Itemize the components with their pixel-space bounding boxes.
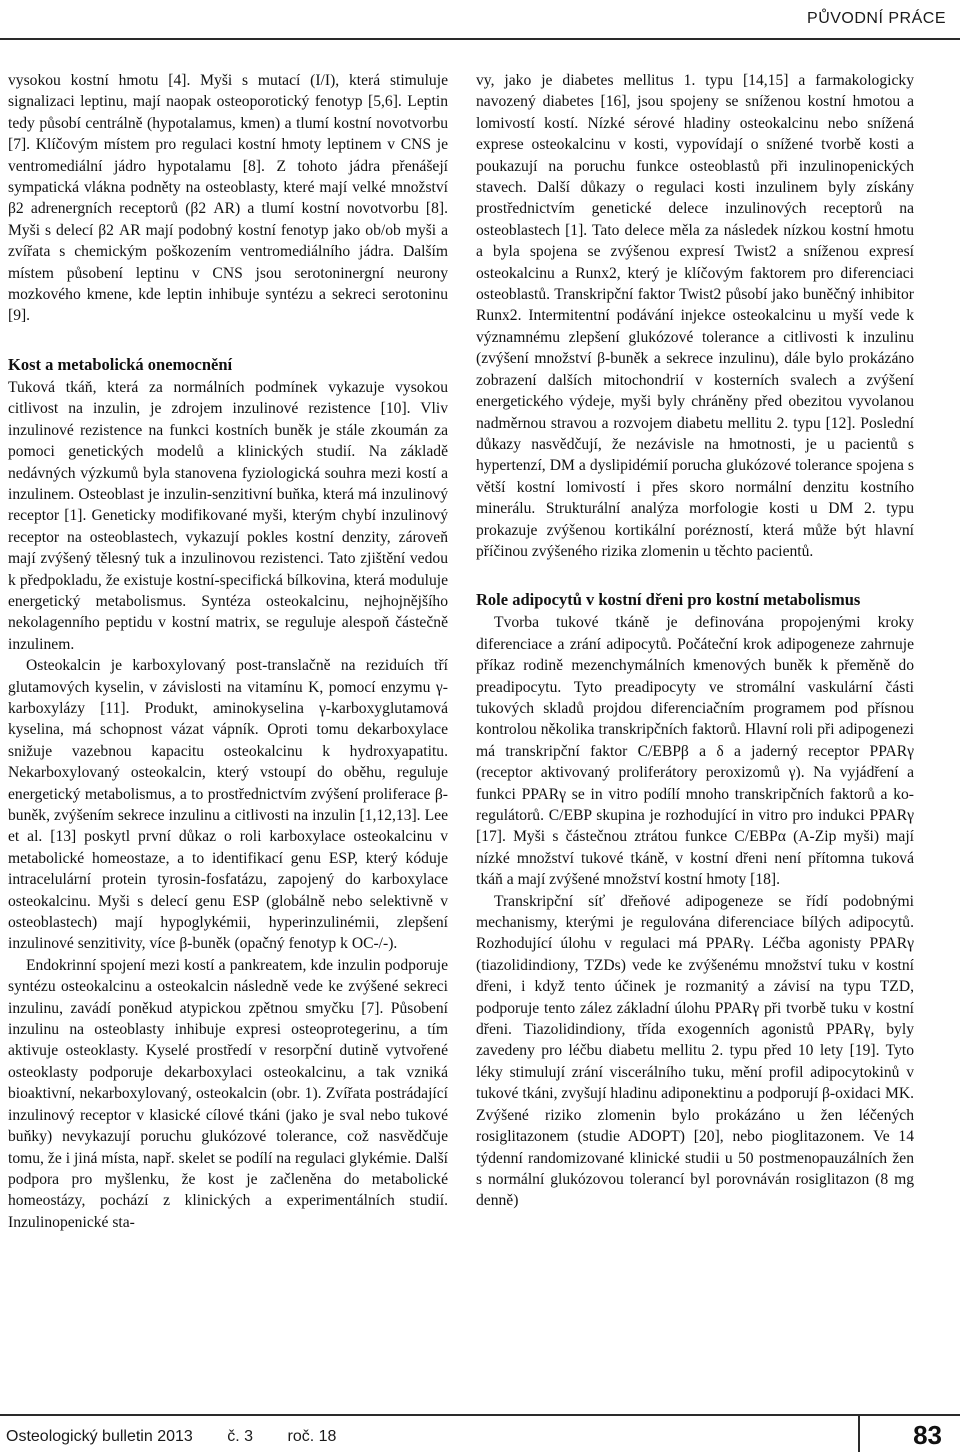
paragraph: Endokrinní spojení mezi kostí a pankreatem, kde inzulin podporuje syntézu osteokalcinu a osteokalcin následně vede ke zvýšené sekreci inzulinu, zavádí poněkud atypickou zpětnou smyčku [7]. Působení inzulinu na osteoblasty inhibuje expresi osteoprotegerinu, a tím aktivuje osteoklasty. Kyselé prostředí v resorpční dutině vytvořené osteoklasty podporuje dekarboxylaci osteokalcinu, a tak vzniká bioaktivní, nekarboxylovaný, osteokalcin (obr. 1). Zvířata postrádající inzulinový receptor v klasické cílové tkáni (jako je sval nebo tukové buňky) nevykazují poruchu glukózové tolerance, což nasvědčuje tomu, že i jiná místa, např. skelet se podílí na regulaci glykémie. Další podpora pro myšlenku, že kost je začleněna do metabolické homeostázy, pochází z klinických a experimentálních studií. Inzulinopenické sta- [8, 956, 448, 1231]
right-column [476, 70, 914, 1212]
paragraph: vy, jako je diabetes mellitus 1. typu [14,15] a farmakologicky navozený diabetes [16], jsou spojeny se sníženou kostní hmotou a lomivostí kostí. Nízké sérové hladiny osteokalcinu nebo snížená exprese osteokalcinu v kosti, vypovídají o snížené tvorbě kosti a poukazují na poruchu funkce osteoblastů při inzulinopenických stavech. Další důkazy o regulaci kosti inzulinem byly získány prostřednictvím genetické delece inzulinových receptorů na osteoblastech [1]. Tato delece měla za následek nízkou kostní hmotu a byla spojena se zvýšenou expresí Twist2 a sníženou expresí osteokalcinu a Runx2, který je klíčovým faktorem pro diferenciaci osteoblastů. Transkripční faktor Twist2 působí jako buněčný inhibitor Runx2. Intermitentní podávání injekce osteokalcinu u myší vede k významnému zlepšení glukózové tolerance a citlivosti k inzulinu (zvýšení množství β-buněk a sekrece inzulinu), dále bylo prokázáno zobrazení dalších mitochondrií v kosterních svalech a zvýšení energetického výdeje, myši byly chráněny před obezitou vyvolanou nadměrnou stravou a rozvojem diabetu mellitu 2. typu [12]. Poslední důkazy nasvědčují, že nezávisle na hmotnosti, je u pacientů s hypertenzí, DM a dyslipidémií porucha glukózové tolerance spojena s větší kostní lomivostí i přes skoro normální denzitu kostního minerálu. Strukturální analýza morfologie kosti u DM 2. typu prokazuje zvýšenou kortikální porézností, která může být hlavní příčinou zvýšeného rizika zlomenin u těchto pacientů. [476, 72, 914, 560]
page-number: 83 [913, 1420, 942, 1450]
paragraph: Tvorba tukové tkáně je definována propojenými kroky diferenciace a zrání adipocytů. Počáteční krok adipogeneze zahrnuje příkaz rodině mezenchymálních kmenových buněk k přeměně do preadipocytu. Tyto preadipocyty ve stromální vaskulární části tukových skladů projdou diferenciačním programem pod přísnou kontrolou několika transkripčních faktorů. Hlavní roli při adipogenezi má transkripční faktor C/EBPβ a δ a jaderný receptor PPARγ (receptor aktivovaný proliferátory peroxizomů γ). Na vyjádření a funkci PPARγ se in vitro podílí mnoho transkripčních faktorů a ko-regulátorů. C/EBP skupina je rozhodující in vitro pro indukci PPARγ [17]. Myši s částečnou ztrátou funkce C/EBPα (A-Zip myši) mají nízké množství tukové tkáně, v kostní dřeni není přítomna tuková tkáň a mají zvýšené množství kostní hmoty [18]. [476, 614, 914, 889]
footer-separator [858, 1416, 860, 1452]
journal-issue: č. 3 [227, 1428, 254, 1445]
section-heading: Role adipocytů v kostní dřeni pro kostní metabolismus [476, 590, 861, 610]
paragraph: Tuková tkáň, která za normálních podmínek vykazuje vysokou citlivost na inzulin, je zdrojem inzulinové rezistence [10]. Vliv inzulinové rezistence na funkci kostních buněk je stále zkoumán za pomoci genetických modelů a klinických studií. Na základě nedávných výzkumů byla stanovena fyziologická souhra mezi kostí a inzulinem. Osteoblast je inzulin-senzitivní buňka, která má inzulinový receptor [1]. Geneticky modifikované myši, kterým chybí inzulinový receptor na osteoblastech, vykazují pokles kostní denzity, zároveň mají zvýšený tělesný tuk a inzulinovou rezistenci. Tato zjištění vedou k předpokladu, že existuje kostní-specifická bílkovina, která moduluje energetický metabolismus. Syntéza osteokalcinu, nejhojnějšího nekolagenního peptidu v kostní matrix, se reguluje alespoň částečně inzulinem. [8, 378, 448, 653]
journal-name: Osteologický bulletin 2013 [6, 1428, 193, 1445]
header-rule [0, 38, 960, 40]
section-label: PŮVODNÍ PRÁCE [807, 10, 946, 27]
left-column [8, 70, 448, 1233]
page-footer [0, 1414, 960, 1452]
journal-info [6, 1428, 366, 1446]
footer-rule [0, 1414, 960, 1416]
section-heading: Kost a metabolická onemocnění [8, 354, 233, 374]
paragraph: Transkripční síť dřeňové adipogeneze se řídí podobnými mechanismy, kterými je regulována diferenciace bílých adipocytů. Rozhodující úlohu v regulaci má PPARγ. Léčba agonisty PPARγ (tiazolidindiony, TZDs) vede ke zvýšenému množství tuku v kostní dřeni, i když tento účinek je rozmanitý a závisí na typu TZD, podporuje tento zález základní úlohu PPARγ při tvorbě tuku v kostní dřeni. Tiazolidindiony, třída exogenních agonistů PPARγ, byly zavedeny pro léčbu diabetu mellitu 2. typu před 10 lety [19]. Tyto léky stimulují zrání viscerálního tuku, mění profil adipocytokinů v tukové tkáni, zvyšují hladinu adiponektinu a podporují β-oxidaci MK. Zvýšené riziko zlomenin bylo prokázáno u žen léčených rosiglitazonem (studie ADOPT) [20], nebo pioglitazonem. Ve 14 týdenní randomizované klinické studii u 50 postmenopauzálních žen s normální glukózovou tolerancí byl porovnáván rosiglitazon (8 mg denně) [476, 892, 914, 1210]
paragraph: vysokou kostní hmotu [4]. Myši s mutací (I/I), která stimuluje signalizaci leptinu, mají naopak osteoporotický fenotyp [5,6]. Leptin tedy působí centrálně (hypotalamus, kmen) a tlumí kostní novotvorbu [7]. Klíčovým místem pro regulaci kostní hmoty leptinem v CNS je ventromediální jádro hypotalamu [8]. Z tohoto jádra přenášejí sympatická vlákna podněty na osteoblasty, které mají velké množství β2 adrenergních receptorů (β2 AR) a tlumí kostní novotvorbu [8]. Myši s delecí β2 AR mají podobný kostní fenotyp jako ob/ob myši a zvířata s chemickým poškozením ventromediálního jádra. Dalším místem působení leptinu v CNS jsou serotoninergní neurony mozkového kmene, kde leptin inhibuje syntézu a sekreci serotoninu [9]. [8, 72, 448, 325]
page-header [0, 0, 960, 38]
paragraph: Osteokalcin je karboxylovaný post-translačně na reziduích tří glutamových kyselin, v závislosti na vitamínu K, pomocí enzymu γ-karboxylázy [11]. Produkt, aminokyselina γ-karboxyglutamová kyselina, má schopnost vázat vápník. Oproti tomu dekarboxylace snižuje vazebnou kapacitu osteokalcinu k hydroxyapatitu. Nekarboxylovaný osteokalcin, který vstoupí do oběhu, reguluje energetický metabolismus, a to prostřednictvím zvýšení proliferace β-buněk, zvýšením sekrece inzulinu a citlivosti na inzulin [1,12,13]. Lee et al. [13] poskytl první důkaz o roli karboxylace osteokalcinu v metabolické homeostaze, a to identifikací genu ESP, který kóduje intracelulární protein tyrosin-fosfatázu, zapojený do karboxylace osteokalcinu. Myši s delecí genu ESP (globálně nebo selektivně v osteoblastech) mají hypoglykémii, hyperinzulinémii, zlepšení inzulinové senzitivity, více β-buněk (opačný fenotyp k OC-/-). [8, 657, 448, 953]
journal-volume: roč. 18 [287, 1428, 337, 1445]
